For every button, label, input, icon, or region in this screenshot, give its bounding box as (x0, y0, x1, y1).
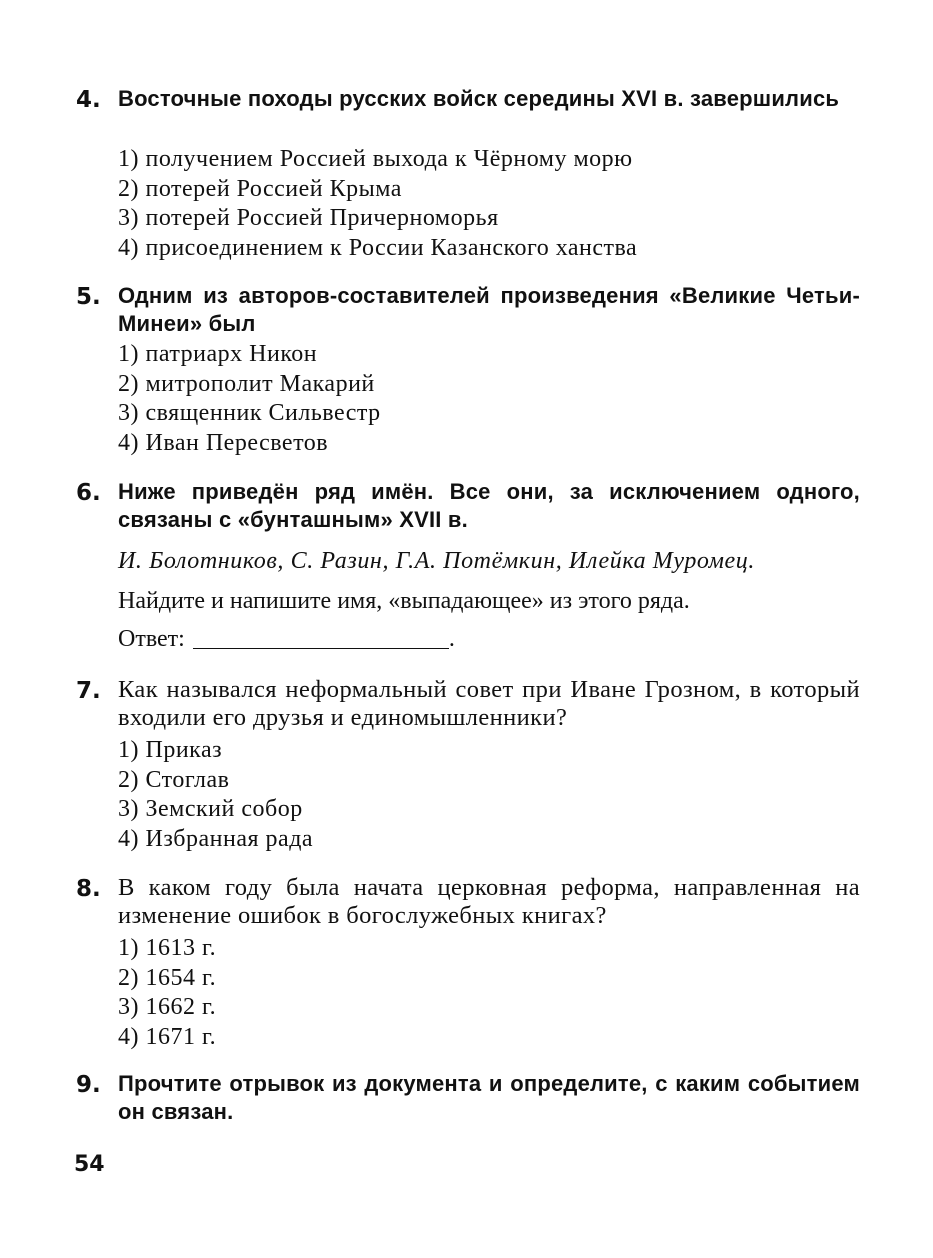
question-text: Ниже приведён ряд имён. Все они, за исключением одного, связаны с «бунташным» XVII в. (118, 479, 860, 532)
question-number: 5. (76, 284, 101, 310)
question-text: Восточные походы русских войск середины XVI в. завершились (118, 86, 840, 111)
option: 4) Иван Пересветов (118, 429, 329, 456)
question-text: Одним из авторов-составителей произведения «Великие Четьи-Минеи» был (118, 283, 860, 336)
option: 2) митрополит Макарий (118, 370, 375, 397)
question-number: 4. (76, 87, 101, 113)
option: 3) 1662 г. (118, 994, 217, 1021)
option: 3) Земский собор (118, 796, 303, 823)
options-list (118, 736, 878, 854)
option: 2) 1654 г. (118, 964, 217, 991)
names-list: И. Болотников, С. Разин, Г.А. Потёмкин, Илейка Муромец. (118, 548, 755, 574)
question-number: 7. (76, 678, 101, 704)
question-number: 9. (76, 1072, 101, 1098)
question-number: 8. (76, 876, 101, 902)
option: 2) потерей Россией Крыма (118, 175, 402, 202)
option: 3) священник Сильвестр (118, 400, 381, 427)
question-text: В каком году была начата церковная реформа, направленная на изменение ошибок в богослужебных книгах? (118, 874, 860, 929)
options-list (118, 934, 878, 1052)
option: 4) 1671 г. (118, 1023, 217, 1050)
options-list (118, 340, 878, 458)
question-text: Прочтите отрывок из документа и определите, с каким событием он связан. (118, 1071, 860, 1124)
page-number: 54 (74, 1152, 105, 1177)
question-number: 6. (76, 480, 101, 506)
option: 1) получением Россией выхода к Чёрному морю (118, 146, 633, 172)
option: 4) Избранная рада (118, 825, 314, 852)
option: 3) потерей Россией Причерноморья (118, 205, 499, 232)
option: 2) Стоглав (118, 766, 230, 793)
answer-field[interactable] (193, 628, 449, 649)
answer-label: Ответ: (118, 626, 185, 652)
answer-row: Ответ: . (118, 626, 455, 652)
option: 1) Приказ (118, 737, 223, 763)
option: 1) патриарх Никон (118, 341, 318, 367)
options-list (118, 145, 878, 263)
option: 1) 1613 г. (118, 935, 217, 961)
instruction-text: Найдите и напишите имя, «выпадающее» из этого ряда. (118, 588, 690, 614)
option: 4) присоединением к России Казанского ханства (118, 234, 638, 261)
question-text: Как назывался неформальный совет при Иване Грозном, в который входили его друзья и единомышленники? (118, 676, 860, 731)
